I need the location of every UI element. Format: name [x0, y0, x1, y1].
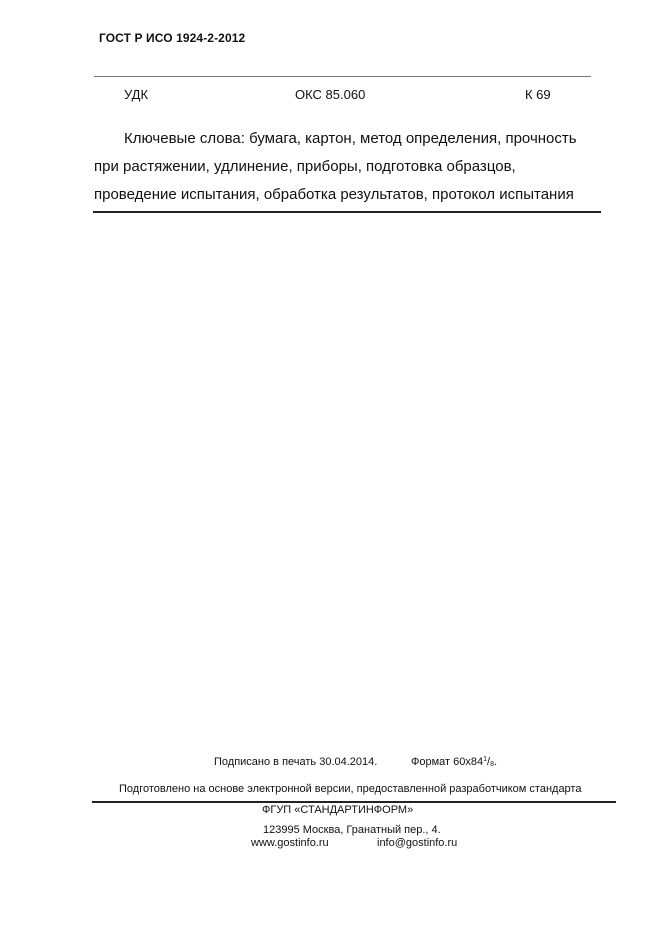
document-code: ГОСТ Р ИСО 1924-2-2012 [99, 31, 246, 45]
top-divider [94, 76, 591, 77]
keywords-line-3: проведение испытания, обработка результатов, протокол испытания [94, 186, 574, 203]
udk-label: УДК [124, 87, 149, 102]
imprint-divider [92, 801, 616, 803]
signed-date: Подписано в печать 30.04.2014. [214, 756, 378, 768]
email-link[interactable]: info@gostinfo.ru [377, 837, 458, 849]
oks-code: ОКС 85.060 [295, 87, 366, 102]
prepared-note: Подготовлено на основе электронной версии, предоставленной разработчиком стандарта [119, 783, 582, 795]
k-code: К 69 [525, 87, 551, 102]
publisher-name: ФГУП «СТАНДАРТИНФОРМ» [262, 804, 414, 816]
format-prefix: Формат 60x84 [411, 756, 484, 768]
publisher-address: 123995 Москва, Гранатный пер., 4. [263, 824, 441, 836]
website-link[interactable]: www.gostinfo.ru [251, 837, 329, 849]
format-denominator: 8 [490, 761, 494, 768]
format-suffix: . [493, 756, 498, 768]
keywords-line-1: Ключевые слова: бумага, картон, метод определения, прочность [124, 130, 577, 147]
print-format: Формат $60x84^1/_8$. [411, 756, 498, 768]
keywords-divider [93, 211, 601, 213]
format-numerator: 1 [483, 756, 488, 763]
keywords-line-2: при растяжении, удлинение, приборы, подготовка образцов, [94, 158, 516, 175]
